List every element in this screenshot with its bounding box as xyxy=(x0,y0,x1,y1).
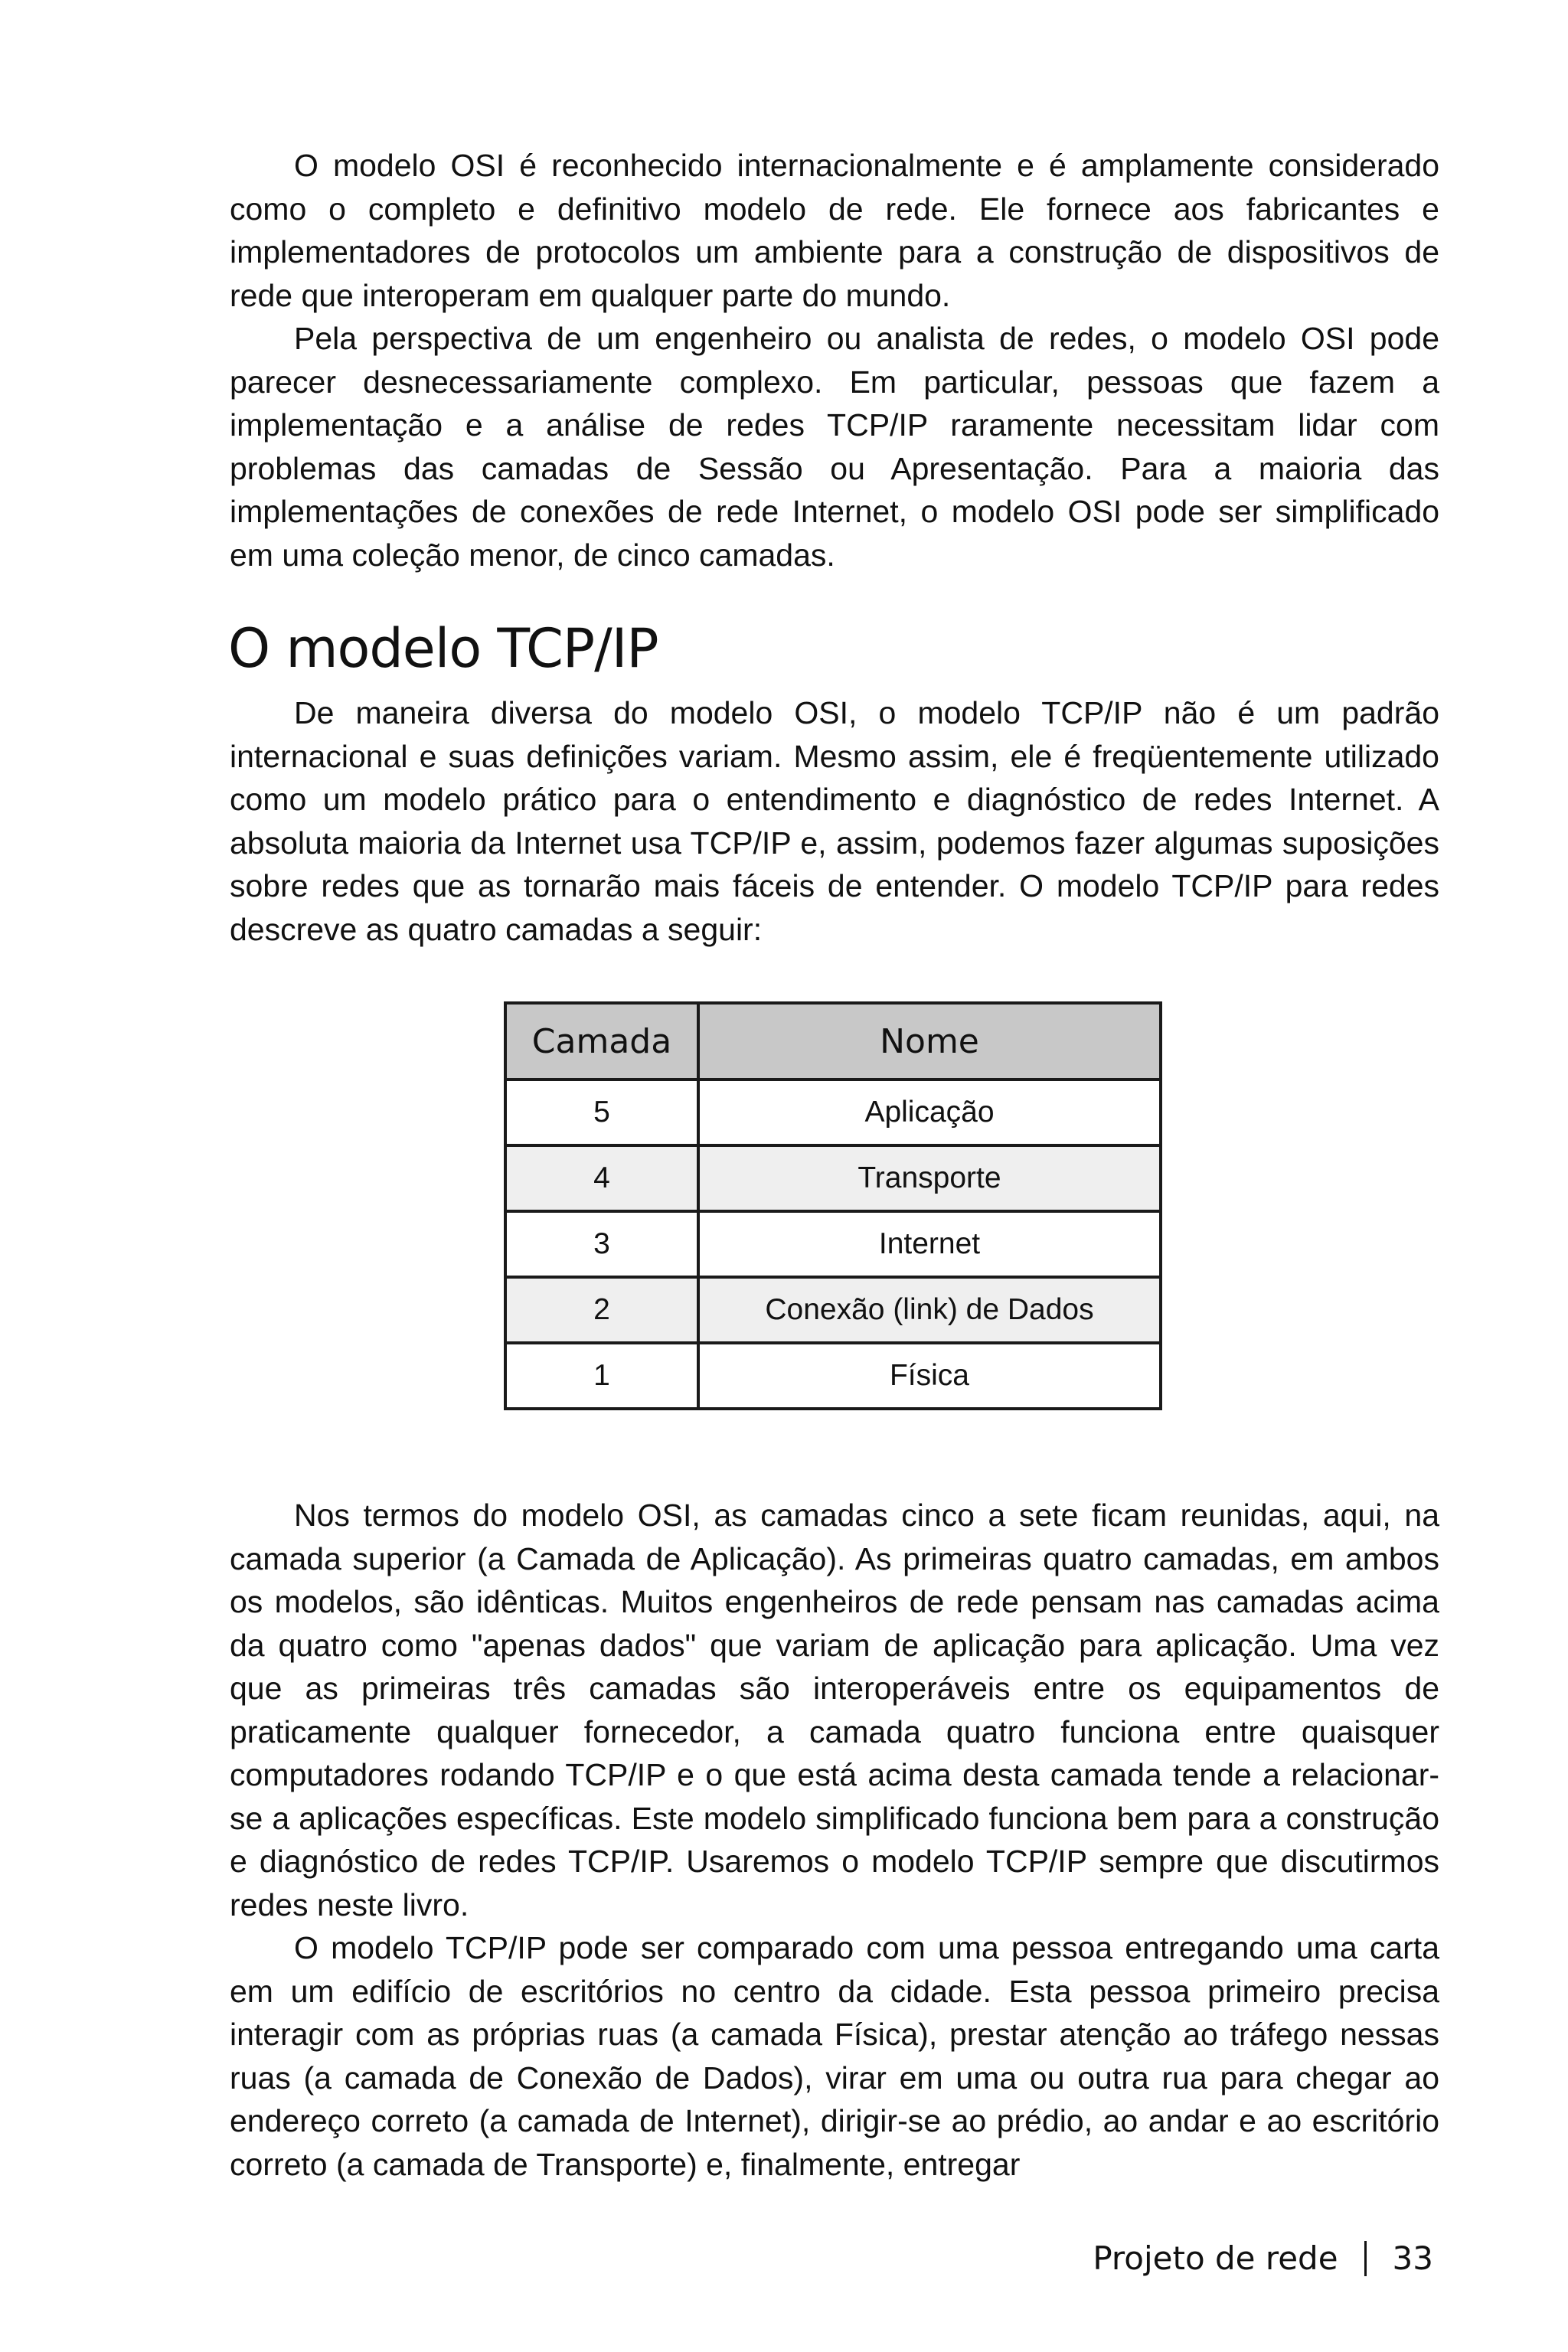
paragraph-letter-analogy: O modelo TCP/IP pode ser comparado com uma pessoa entregando uma carta em um edifício de escritórios no centro da cidade. Esta pessoa primeiro precisa interagir com as próprias ruas (a camada Física), prestar atenção ao tráfego nessas ruas (a camada de Conexão de Dados), virar em uma ou outra rua para chegar ao endereço correto (a camada de Internet), dirigir-se ao prédio, ao andar e ao escritório correto (a camada de Transporte) e, finalmente, entregar xyxy=(230,1930,1439,2182)
section-heading: O modelo TCP/IP xyxy=(228,617,658,680)
table-cell-layer: 2 xyxy=(505,1277,698,1343)
table-cell-name: Internet xyxy=(698,1211,1161,1277)
table-cell-layer: 3 xyxy=(505,1211,698,1277)
table-header-layer: Camada xyxy=(505,1003,698,1080)
table-row xyxy=(505,1145,1161,1211)
page-footer xyxy=(1093,2236,1433,2282)
intro-text-block xyxy=(230,144,1439,577)
table-row xyxy=(505,1080,1161,1145)
table-header-name: Nome xyxy=(698,1003,1161,1080)
table-row xyxy=(505,1343,1161,1409)
table-cell-name: Conexão (link) de Dados xyxy=(698,1277,1161,1343)
table-header-row xyxy=(505,1003,1161,1080)
page-number: 33 xyxy=(1392,2239,1433,2277)
paragraph-osi-mapping: Nos termos do modelo OSI, as camadas cinco a sete ficam reunidas, aqui, na camada superior (a Camada de Aplicação). As primeiras quatro camadas, em ambos os modelos, são idênticas. Muitos engenheiros de rede pensam nas camadas acima da quatro como "apenas dados" que variam de aplicação para aplicação. Uma vez que as primeiras três camadas são interoperáveis entre os equipamentos de praticamente qualquer fornecedor, a camada quatro funciona entre quaisquer computadores rodando TCP/IP e o que está acima desta camada tende a relacionar-se a aplicações específicas. Este modelo simplificado funciona bem para a construção e diagnóstico de redes TCP/IP. Usaremos o modelo TCP/IP sempre que discutirmos redes neste livro. xyxy=(230,1498,1439,1922)
section-intro-block xyxy=(230,691,1439,951)
tcpip-layers-table xyxy=(504,1001,1162,1410)
footer-divider xyxy=(1364,2241,1367,2276)
table-cell-layer: 1 xyxy=(505,1343,698,1409)
paragraph-tcpip-intro: De maneira diversa do modelo OSI, o modelo TCP/IP não é um padrão internacional e suas definições variam. Mesmo assim, ele é freqüentemente utilizado como um modelo prático para o entendimento e diagnóstico de redes Internet. A absoluta maioria da Internet usa TCP/IP e, assim, podemos fazer algumas suposições sobre redes que as tornarão mais fáceis de entender. O modelo TCP/IP para redes descreve as quatro camadas a seguir: xyxy=(230,695,1439,947)
table-cell-layer: 4 xyxy=(505,1145,698,1211)
paragraph-osi-recognition: O modelo OSI é reconhecido internacionalmente e é amplamente considerado como o completo e definitivo modelo de rede. Ele fornece aos fabricantes e implementadores de protocolos um ambiente para a construção de dispositivos de rede que interoperam em qualquer parte do mundo. xyxy=(230,148,1439,313)
running-title: Projeto de rede xyxy=(1093,2239,1338,2277)
table-row xyxy=(505,1277,1161,1343)
table-cell-name: Aplicação xyxy=(698,1080,1161,1145)
paragraph-osi-complexity: Pela perspectiva de um engenheiro ou analista de redes, o modelo OSI pode parecer desnecessariamente complexo. Em particular, pessoas que fazem a implementação e a análise de redes TCP/IP raramente necessitam lidar com problemas das camadas de Sessão ou Apresentação. Para a maioria das implementações de conexões de rede Internet, o modelo OSI pode ser simplificado em uma coleção menor, de cinco camadas. xyxy=(230,321,1439,573)
table-row xyxy=(505,1211,1161,1277)
table-cell-name: Física xyxy=(698,1343,1161,1409)
table-cell-layer: 5 xyxy=(505,1080,698,1145)
closing-text-block xyxy=(230,1494,1439,2186)
table-cell-name: Transporte xyxy=(698,1145,1161,1211)
